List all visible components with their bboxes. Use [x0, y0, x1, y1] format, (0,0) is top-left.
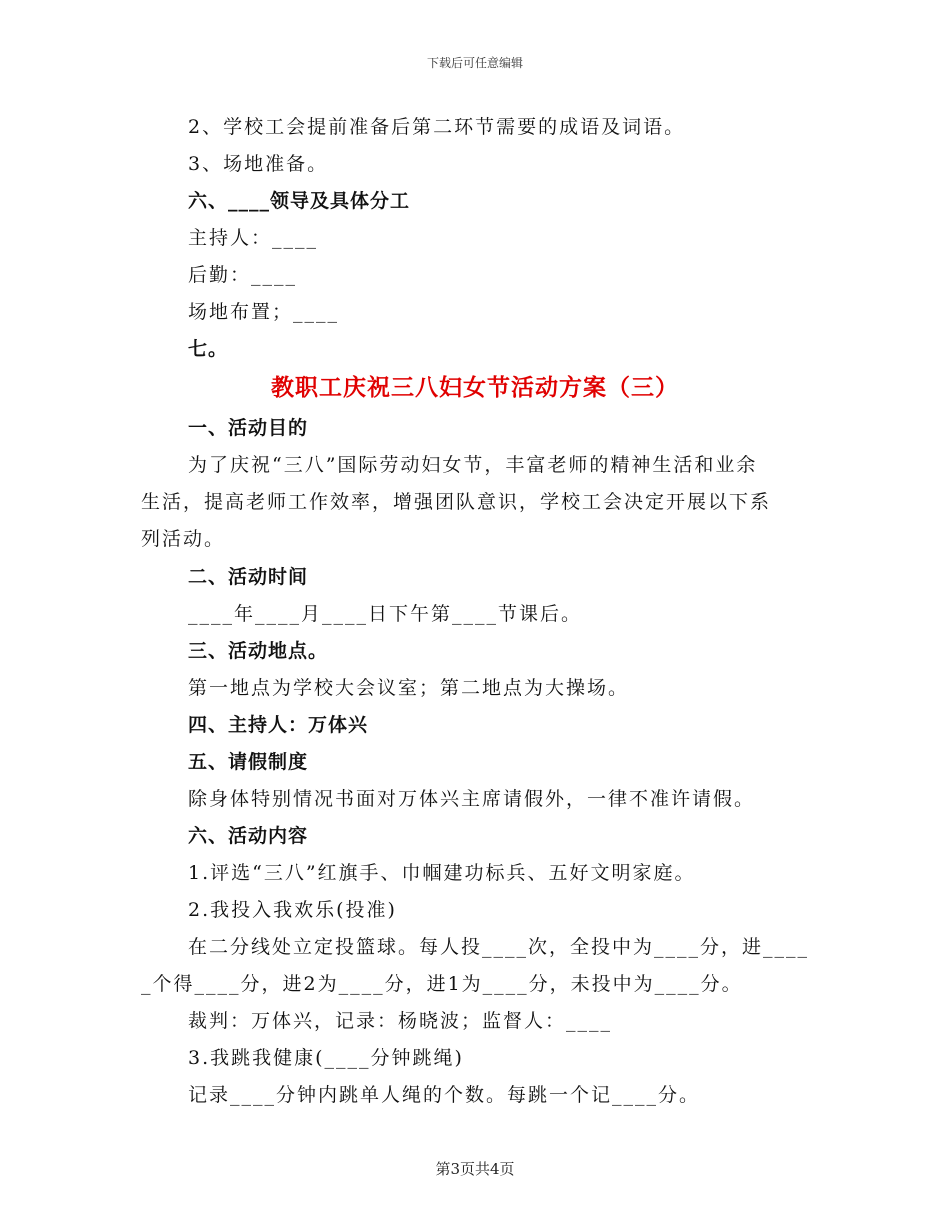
section-heading: 六、活动内容 — [188, 825, 309, 847]
paragraph-line: 生活，提高老师工作效率，增强团队意识，学校工会决定开展以下系 — [141, 491, 772, 513]
form-line-host: 主持人：____ — [188, 227, 319, 249]
list-item: 3、场地准备。 — [188, 153, 329, 175]
paragraph-line: _个得____分，进2为____分，进1为____分，未投中为____分。 — [141, 973, 743, 995]
section-heading: 四、主持人：万体兴 — [188, 714, 369, 736]
paragraph-line: 在二分线处立定投篮球。每人投____次，全投中为____分，进____ — [188, 936, 810, 958]
list-item: 1.评选“三八”红旗手、巾帼建功标兵、五好文明家庭。 — [188, 862, 696, 884]
paragraph-line: ____年____月____日下午第____节课后。 — [188, 603, 583, 625]
paragraph-line: 除身体特别情况书面对万体兴主席请假外，一律不准许请假。 — [188, 788, 756, 810]
list-item: 2.我投入我欢乐(投准) — [188, 899, 397, 921]
list-item: 3.我跳我健康(____分钟跳绳) — [188, 1047, 464, 1069]
paragraph-line: 列活动。 — [141, 528, 226, 550]
form-line-venue: 场地布置；____ — [188, 301, 340, 323]
paragraph-line: 记录____分钟内跳单人绳的个数。每跳一个记____分。 — [188, 1084, 701, 1106]
section-heading: 二、活动时间 — [188, 566, 309, 588]
page-footer: 第3页共4页 — [435, 1160, 515, 1178]
section-heading: 三、活动地点。 — [188, 640, 329, 662]
section-heading: 六、____领导及具体分工 — [188, 190, 411, 212]
section-heading: 一、活动目的 — [188, 417, 309, 439]
form-line-logistics: 后勤：____ — [188, 264, 298, 286]
paragraph-line: 为了庆祝“三八”国际劳动妇女节，丰富老师的精神生活和业余 — [188, 454, 758, 476]
section-heading: 五、请假制度 — [188, 751, 309, 773]
paragraph-line: 裁判：万体兴，记录：杨晓波；监督人：____ — [188, 1010, 613, 1032]
list-item: 2、学校工会提前准备后第二环节需要的成语及词语。 — [188, 116, 686, 138]
document-title: 教职工庆祝三八妇女节活动方案（三） — [271, 375, 679, 401]
section-heading: 七。 — [188, 338, 229, 360]
page-header: 下载后可任意编辑 — [426, 56, 523, 70]
paragraph-line: 第一地点为学校大会议室；第二地点为大操场。 — [188, 677, 630, 699]
